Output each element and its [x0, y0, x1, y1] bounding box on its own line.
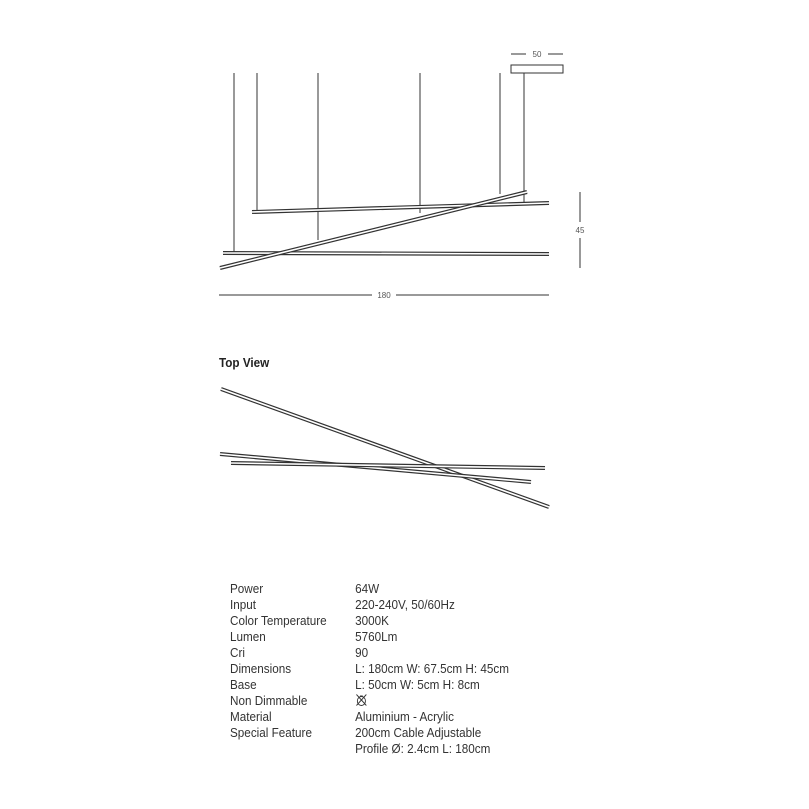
spec-label: Dimensions	[230, 661, 292, 676]
spec-value: 3000K	[355, 613, 389, 628]
spec-row	[230, 629, 509, 645]
spec-row	[230, 677, 509, 693]
spec-value: L: 180cm W: 67.5cm H: 45cm	[355, 661, 509, 676]
spec-row	[230, 693, 509, 709]
height-label: 45	[575, 226, 585, 235]
spec-label: Base	[230, 677, 257, 692]
spec-row	[230, 661, 509, 677]
spec-value: Aluminium - Acrylic	[355, 709, 454, 724]
spec-value: L: 50cm W: 5cm H: 8cm	[355, 677, 480, 692]
spec-row	[230, 725, 509, 741]
spec-value: 220-240V, 50/60Hz	[355, 597, 455, 612]
top-view-title: Top View	[219, 355, 270, 370]
spec-row	[230, 741, 509, 757]
spec-value: Profile Ø: 2.4cm L: 180cm	[355, 741, 491, 756]
base-width-dimension	[511, 50, 563, 59]
non-dimmable-icon	[355, 693, 368, 707]
spec-label: Material	[230, 709, 272, 724]
top-view	[220, 389, 549, 507]
spec-label: Lumen	[230, 629, 266, 644]
spec-label: Special Feature	[230, 725, 312, 740]
base-width-label: 50	[532, 50, 542, 59]
spec-label: Cri	[230, 645, 245, 660]
spec-row	[230, 709, 509, 725]
height-dimension	[576, 192, 585, 268]
specs-table	[230, 581, 509, 757]
spec-label: Color Temperature	[230, 613, 327, 628]
length-dimension	[219, 291, 549, 300]
spec-value: 200cm Cable Adjustable	[355, 725, 482, 740]
spec-label: Power	[230, 581, 264, 596]
spec-row	[230, 613, 509, 629]
length-label: 180	[377, 291, 391, 300]
spec-label	[230, 741, 355, 757]
spec-label: Input	[230, 597, 257, 612]
spec-value: 64W	[355, 581, 380, 596]
spec-label: Non Dimmable	[230, 693, 308, 708]
spec-row	[230, 645, 509, 661]
spec-value: 90	[355, 645, 369, 660]
spec-row	[230, 597, 509, 613]
spec-row	[230, 581, 509, 597]
light-bars-side	[220, 192, 549, 268]
ceiling-base	[511, 65, 563, 73]
side-view	[219, 50, 585, 300]
suspension-cables	[234, 73, 524, 253]
spec-value: 5760Lm	[355, 629, 398, 644]
